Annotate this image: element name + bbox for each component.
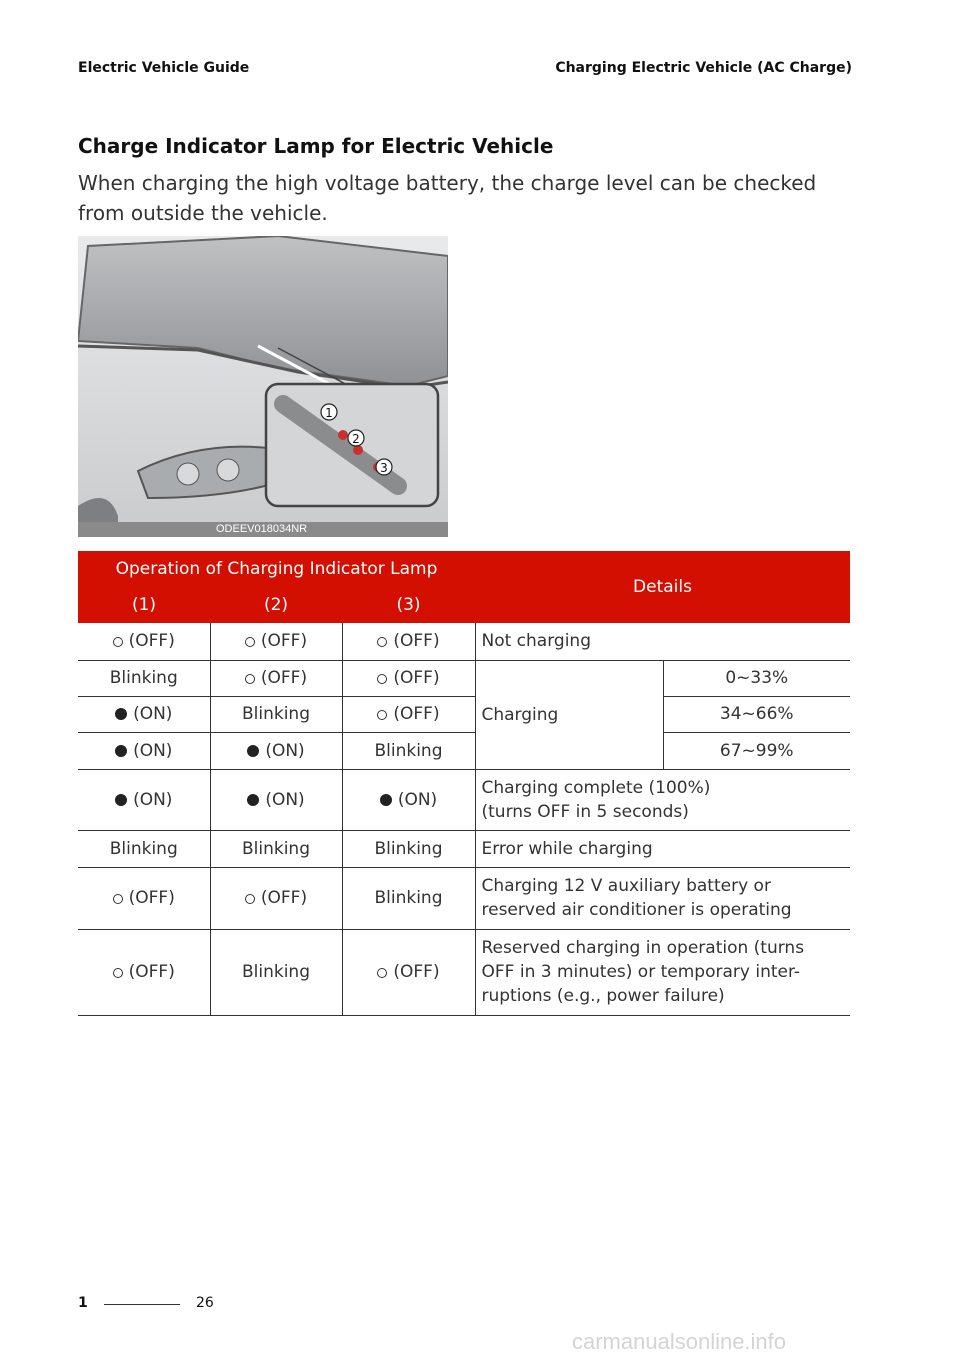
group-header: Operation of Charging Indicator Lamp <box>78 551 475 587</box>
footer-divider <box>104 1304 180 1305</box>
lamp-off-icon <box>245 674 255 684</box>
lamp-off-icon <box>377 674 387 684</box>
lamp-off-icon <box>245 637 255 647</box>
table-row: (ON) (ON) (ON) Charging complete (100%) (turns OFF in 5 seconds) <box>78 769 850 830</box>
car-illustration <box>78 236 448 537</box>
lamp-off-icon <box>113 637 123 647</box>
lamp-on-icon <box>247 745 259 757</box>
running-header-left: Electric Vehicle Guide <box>78 60 250 76</box>
watermark: carmanualsonline.info <box>572 1329 787 1354</box>
section-title: Charge Indicator Lamp for Electric Vehicle <box>78 134 554 158</box>
car-hood-drawing <box>78 236 448 537</box>
lamp-off-icon <box>113 968 123 978</box>
page-number: 26 <box>196 1295 214 1311</box>
lamp-on-icon <box>115 745 127 757</box>
lamp-off-icon <box>113 894 123 904</box>
intro-paragraph: When charging the high voltage battery, the charge level can be checked from outside the vehicle. <box>78 171 817 225</box>
lamp-2-header: (2) <box>210 587 342 623</box>
callout-2: 2 <box>352 432 360 446</box>
lamp-on-icon <box>115 708 127 720</box>
lamp-off-icon <box>245 894 255 904</box>
lamp-off-icon <box>377 637 387 647</box>
section-number: 1 <box>78 1295 88 1311</box>
table-row: (OFF) (OFF) Blinking Charging 12 V auxiliary battery or reserved air conditioner is operating <box>78 867 850 929</box>
details-header: Details <box>475 551 850 623</box>
table-row: (OFF) Blinking (OFF) Reserved charging in operation (turns OFF in 3 minutes) or temporary inter- ruptions (e.g., power failure) <box>78 929 850 1015</box>
table-row: (ON) Blinking (OFF) 34~66% <box>78 696 850 732</box>
table-row: Blinking Blinking Blinking Error while charging <box>78 830 850 867</box>
table-row: (OFF) (OFF) (OFF) Not charging <box>78 623 850 660</box>
lamp-off-icon <box>377 710 387 720</box>
lamp-1-header: (1) <box>78 587 210 623</box>
table-row: Blinking (OFF) (OFF) Charging 0~33% <box>78 660 850 696</box>
lamp-on-icon <box>247 794 259 806</box>
lamp-off-icon <box>377 968 387 978</box>
figure-code-bar <box>78 522 448 537</box>
running-header-right: Charging Electric Vehicle (AC Charge) <box>555 60 852 76</box>
callout-1: 1 <box>325 406 333 420</box>
charging-indicator-table <box>78 551 850 1016</box>
lamp-3-header: (3) <box>342 587 475 623</box>
table-row: (ON) (ON) Blinking 67~99% <box>78 732 850 769</box>
lamp-on-icon <box>380 794 392 806</box>
callout-3: 3 <box>380 461 388 475</box>
lamp-on-icon <box>115 794 127 806</box>
figure-code: ODEEV018034NR <box>216 523 308 535</box>
